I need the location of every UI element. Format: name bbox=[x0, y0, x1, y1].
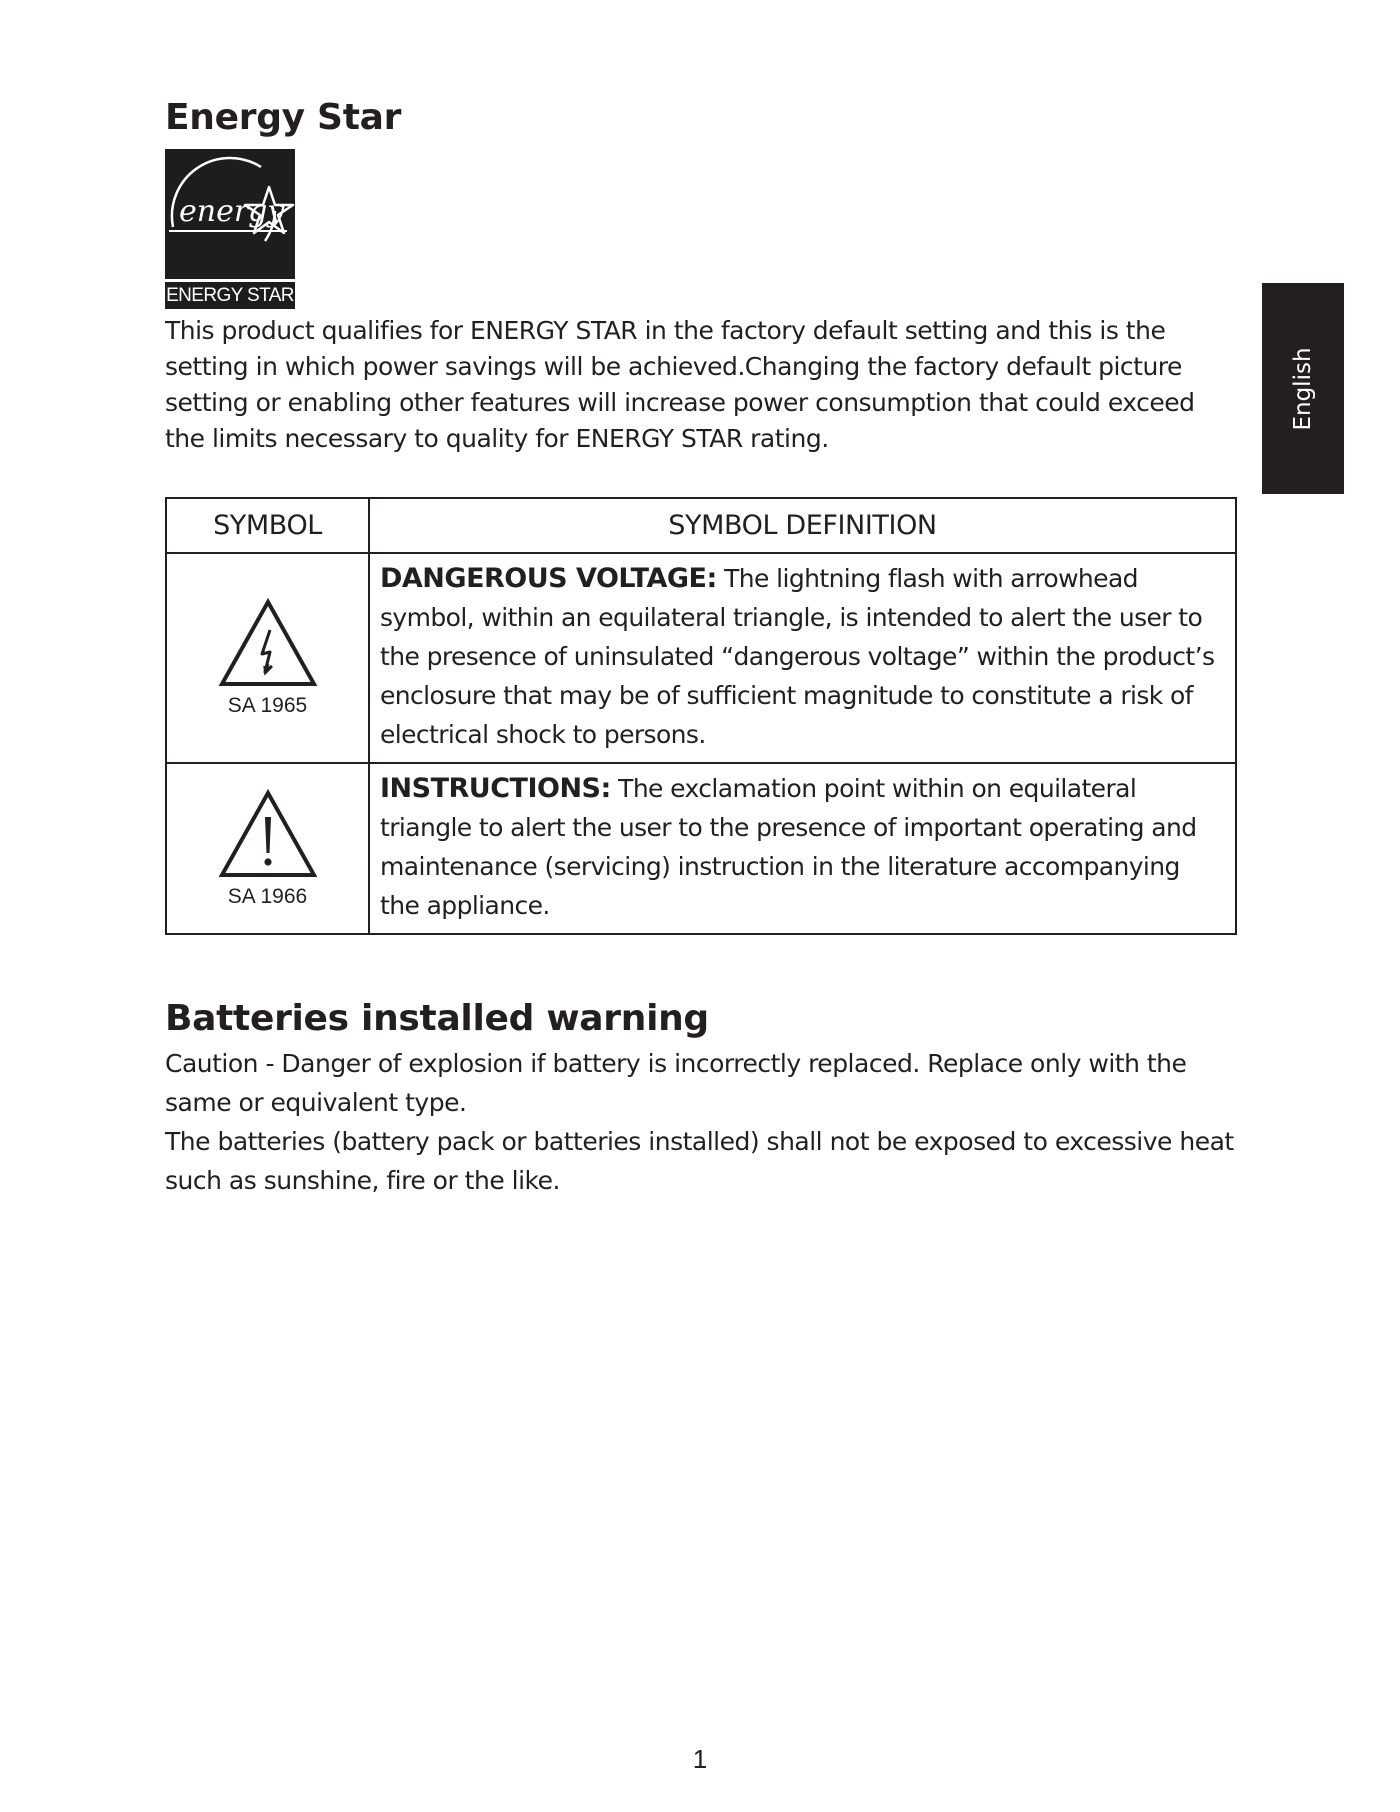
energy-script-text: energy bbox=[179, 194, 285, 230]
language-tab bbox=[1262, 283, 1344, 494]
symbol-code: SA 1966 bbox=[227, 884, 308, 908]
exclamation-triangle-icon bbox=[218, 789, 318, 879]
header-symbol: SYMBOL bbox=[166, 498, 369, 553]
symbol-cell bbox=[166, 553, 369, 763]
energy-star-logo bbox=[165, 149, 295, 309]
batteries-section bbox=[165, 997, 1237, 1200]
header-symbol-definition: SYMBOL DEFINITION bbox=[369, 498, 1236, 553]
table-header-row bbox=[166, 498, 1236, 553]
table-row bbox=[166, 553, 1236, 763]
language-tab-label: English bbox=[1290, 346, 1316, 431]
batteries-caution-text: Caution - Danger of explosion if battery is incorrectly replaced. Replace only with the same or equivalent type. bbox=[165, 1049, 1187, 1118]
definition-cell bbox=[369, 763, 1236, 934]
definition-text: The exclamation point within on equilateral triangle to alert the user to the presence of important operating and maintenance (servicing) instruction in the literature accompanying the appliance. bbox=[380, 774, 1197, 921]
energy-star-logo-label: ENERGY STAR bbox=[165, 282, 295, 309]
definition-term: INSTRUCTIONS: bbox=[380, 773, 611, 805]
definition-term: DANGEROUS VOLTAGE: bbox=[380, 563, 717, 595]
symbol-cell bbox=[166, 763, 369, 934]
lightning-triangle-icon bbox=[218, 598, 318, 688]
energy-star-text: This product qualifies for ENERGY STAR in the factory default setting and this is the setting in which power savings will be achieved.Changing the factory default picture setting or enabling other features will increase power consumption that could exceed the limits necessary to quality for ENERGY STAR rating. bbox=[165, 316, 1195, 454]
symbol-table bbox=[165, 497, 1237, 935]
energy-star-title: Energy Star bbox=[165, 97, 402, 138]
page-content bbox=[165, 96, 1237, 1200]
definition-text: The lightning flash with arrowhead symbol, within an equilateral triangle, is intended to alert the user to the presence of uninsulated “dangerous voltage” within the product’s enclosure that may be of sufficient magnitude to constitute a risk of electrical shock to persons. bbox=[380, 564, 1215, 750]
page-number: 1 bbox=[692, 1744, 708, 1774]
symbol-code: SA 1965 bbox=[227, 694, 308, 718]
batteries-title: Batteries installed warning bbox=[165, 998, 709, 1040]
definition-cell bbox=[369, 553, 1236, 763]
table-row bbox=[166, 763, 1236, 934]
energy-star-section bbox=[165, 96, 1237, 457]
energy-star-logo-icon bbox=[165, 149, 295, 279]
batteries-heat-text: The batteries (battery pack or batteries installed) shall not be exposed to excessive heat such as sunshine, fire or the like. bbox=[165, 1127, 1234, 1196]
